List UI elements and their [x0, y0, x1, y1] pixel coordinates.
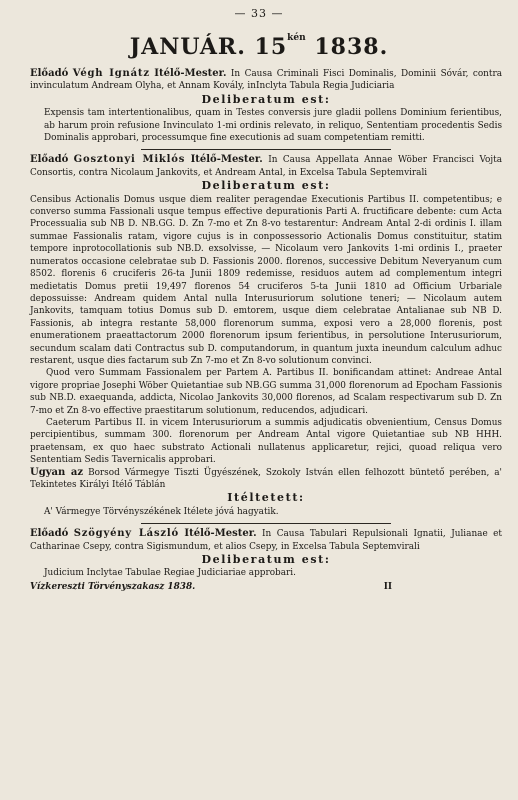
- footer-signature: II: [383, 581, 392, 592]
- case-2-name: Gosztonyi Miklós: [73, 154, 186, 166]
- case-2-body: In Causa Appellata Annae Wöber Francisci Vojta Consortis, contra Nicolaum Jankovits, et Andream Antal, in Excelsa Tabula Septemvirali: [30, 155, 503, 178]
- case-1-deliberatum: Deliberatum est:: [201, 92, 331, 106]
- case-4-heading: [30, 528, 502, 553]
- case-4-name: Szögyény László: [73, 528, 179, 540]
- footer-left: Vízkereszti Törvényszakasz 1838.: [30, 581, 196, 592]
- document-body: [30, 68, 502, 593]
- divider-2: [141, 523, 391, 524]
- case-4-body: In Causa Tabulari Repulsionali Ignatii, Julianae et Catharinae Csepy, contra Sigismundum, et alios Csepy, in Excelsa Tabula Septemvirali: [30, 529, 502, 552]
- case-4-presenter: Előadó: [30, 528, 69, 540]
- date-day-suffix: kén: [287, 33, 306, 43]
- date-header: [0, 34, 518, 60]
- case-3-iteltetett: Itéltetett:: [227, 491, 305, 505]
- divider-1: [141, 149, 391, 150]
- case-1-title: Itélő-Mester.: [154, 68, 227, 79]
- case-3-heading: [30, 467, 502, 492]
- case-3-intro: Ugyan az: [30, 466, 84, 478]
- case-2-deliberatum: Deliberatum est:: [201, 179, 331, 193]
- case-1-name: Végh Ignátz: [72, 68, 150, 79]
- case-1-presenter: Előadó: [30, 68, 69, 79]
- case-2-heading: [30, 154, 502, 179]
- case-4-title: Itélő-Mester.: [184, 528, 257, 540]
- page-number: — 33 —: [234, 7, 284, 20]
- date-month: JANUÁR.: [129, 34, 246, 60]
- page-footer: [30, 581, 502, 593]
- case-2-text-2: Quod vero Summam Fassionalem per Partem A. Partibus II. bonificandam attinet: Andreae Antal vigore propriae Josephi Wöber Quietantiae sub NB.GG summa 31,000 florenorum ad Epocham Fassionis sub NB.D. exaequanda, addicta, Nicolao Jankovits 30,000 florenos, ad Scalam respectivarum sub D. Zn 7-mo et Zn 8-vo effective praestitarum solutionum, reducendos, adjudicari.: [30, 368, 502, 416]
- case-3-body: Borsod Vármegye Tiszti Ügyészének, Szokoly István ellen felhozott büntető perében, a' Tekintetes Királyi Itélő Táblán: [30, 467, 502, 490]
- case-1-body: In Causa Criminali Fisci Dominalis, Dominii Sóvár, contra invinculatum Andream Olyha, et Annam Kovály, inInclyta Tabula Regia Judiciaria: [30, 69, 502, 92]
- case-2-text-1: Censibus Actionalis Domus usque diem realiter peragendae Executionis Partibus II. competentibus; e converso summa Fassionali usque tempus effective depurationis Parti A. fructificare debente: cum Acta Processualia sub NB D. NB.GG. D. Zn 7-mo et Zn 8-vo testarentur: Andream Antal 2-di ordinis I. illam summae Fassionalis ratam, vigore cujus is in conpossessorio Actionalis Domus constituitur, statim tempore inprotocollationis sub NB.D. exsolvisse, — Nicolaum vero Jankovits 1-mi ordinis I., praeter numeratos occasione celebratae sub D. Fassionis 2000. florenos, successive Debitum Neveryanum cum 8502. florenis 6 cruciferis 26-ta Junii 1809 redemisse, residuos autem ad complementum integri medietatis Domus pretii 19,497 florenos 54 cruciferos 5-ta Junii 1810 ad Officium Urbariale depossuisse: Andream quidem Antal nulla Interusuriorum solutione teneri; — Nicolaum autem Jankovits, tamquam totius Domus sub D. emtorem, usque diem celebratae Antalianae sub NB D. Fassionis, ab integra restante 58,000 florenorum summa, exposi vero a 28,000 florenis, post enumerationem praeattactorum 2000 florenorum ipsum ferientibus, in persolutione Interusuriorum, secundum scalam dati Contractus sub D. computandorum, in quantum juxta ineundum calculum adhuc restarent, usque dies factarum sub Zn 7-mo et Zn 8-vo solutionum convinci.: [30, 194, 502, 366]
- case-1-heading: [30, 68, 502, 93]
- case-2-title: Itélő-Mester.: [190, 154, 263, 166]
- case-2-presenter: Előadó: [30, 154, 69, 166]
- date-day: 15: [254, 34, 288, 60]
- case-1-text: Expensis tam intertentionalibus, quam in Testes conversis jure gladii pollens Dominium ferientibus, ab harum proin refusione Invinculato 1-mi ordinis relevato, in reliquo, Sententiam procedentis Sedis Dominalis approbari, processumque fine executionis ad suam competentiam remitti.: [44, 108, 502, 144]
- date-year: 1838.: [314, 34, 389, 60]
- case-4-deliberatum: Deliberatum est:: [201, 553, 331, 567]
- case-4-text: Judicium Inclytae Tabulae Regiae Judiciariae approbari.: [44, 568, 296, 579]
- case-3-text: A' Vármegye Törvényszékének Itélete jóvá hagyatik.: [44, 506, 279, 517]
- case-2-text-3: Caeterum Partibus II. in vicem Interusuriorum a summis adjudicatis obvenientium, Census Domus percipientibus, summam 300. florenorum per Andream Antal vigore Quietantiae sub NB HHH. praetensam, ex quo haec substrato Actionali nullatenus applicaretur, rejici, quoad reliqua vero Sententiam Sedis Tavernicalis approbari.: [30, 417, 502, 466]
